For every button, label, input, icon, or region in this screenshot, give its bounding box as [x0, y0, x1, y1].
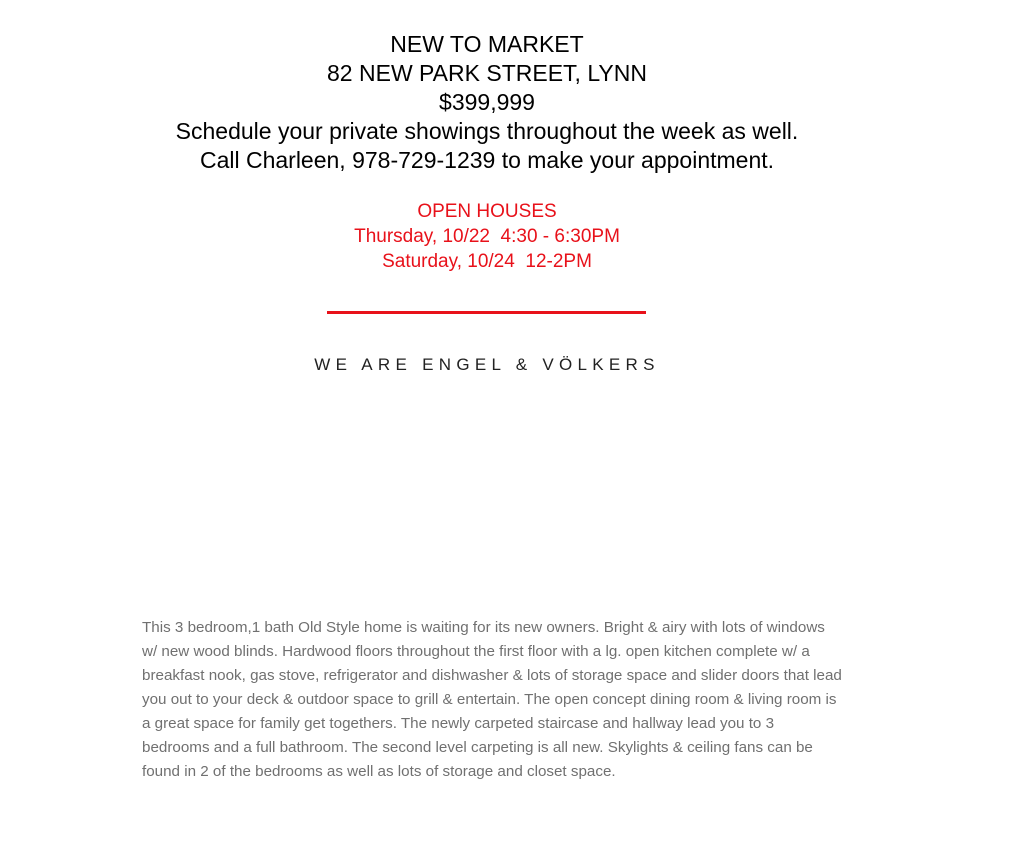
headline: NEW TO MARKET	[390, 31, 584, 57]
brand-tagline: WE ARE ENGEL & VÖLKERS	[314, 355, 660, 374]
showings-note: Schedule your private showings throughout the week as well.	[175, 118, 799, 144]
property-price: $399,999	[439, 89, 535, 115]
property-address: 82 NEW PARK STREET, LYNN	[327, 60, 647, 86]
contact-line: Call Charleen, 978-729-1239 to make your appointment.	[199, 147, 775, 173]
property-description: This 3 bedroom,1 bath Old Style home is waiting for its new owners. Bright & airy with lots of windows w/ new wood blinds. Hardwood floors throughout the first floor with a lg. open kitchen complete w/ a breakfast nook, gas stove, refrigerator and dishwasher & lots of storage space and slider doors that lead you out to your deck & outdoor space to grill & entertain. The open concept dining room & living room is a great space for family get togethers. The newly carpeted staircase and hallway lead you to 3 bedrooms and a full bathroom. The second level carpeting is all new. Skylights & ceiling fans can be found in 2 of the bedrooms as well as lots of storage and closet space.	[142, 619, 842, 780]
open-houses-title: OPEN HOUSES	[417, 201, 557, 222]
open-houses-section	[0, 199, 974, 274]
open-house-date: Thursday, 10/22 4:30 - 6:30PM	[354, 226, 620, 247]
open-house-date: Saturday, 10/24 12-2PM	[382, 251, 592, 272]
red-divider	[327, 311, 646, 314]
listing-header	[0, 30, 974, 175]
